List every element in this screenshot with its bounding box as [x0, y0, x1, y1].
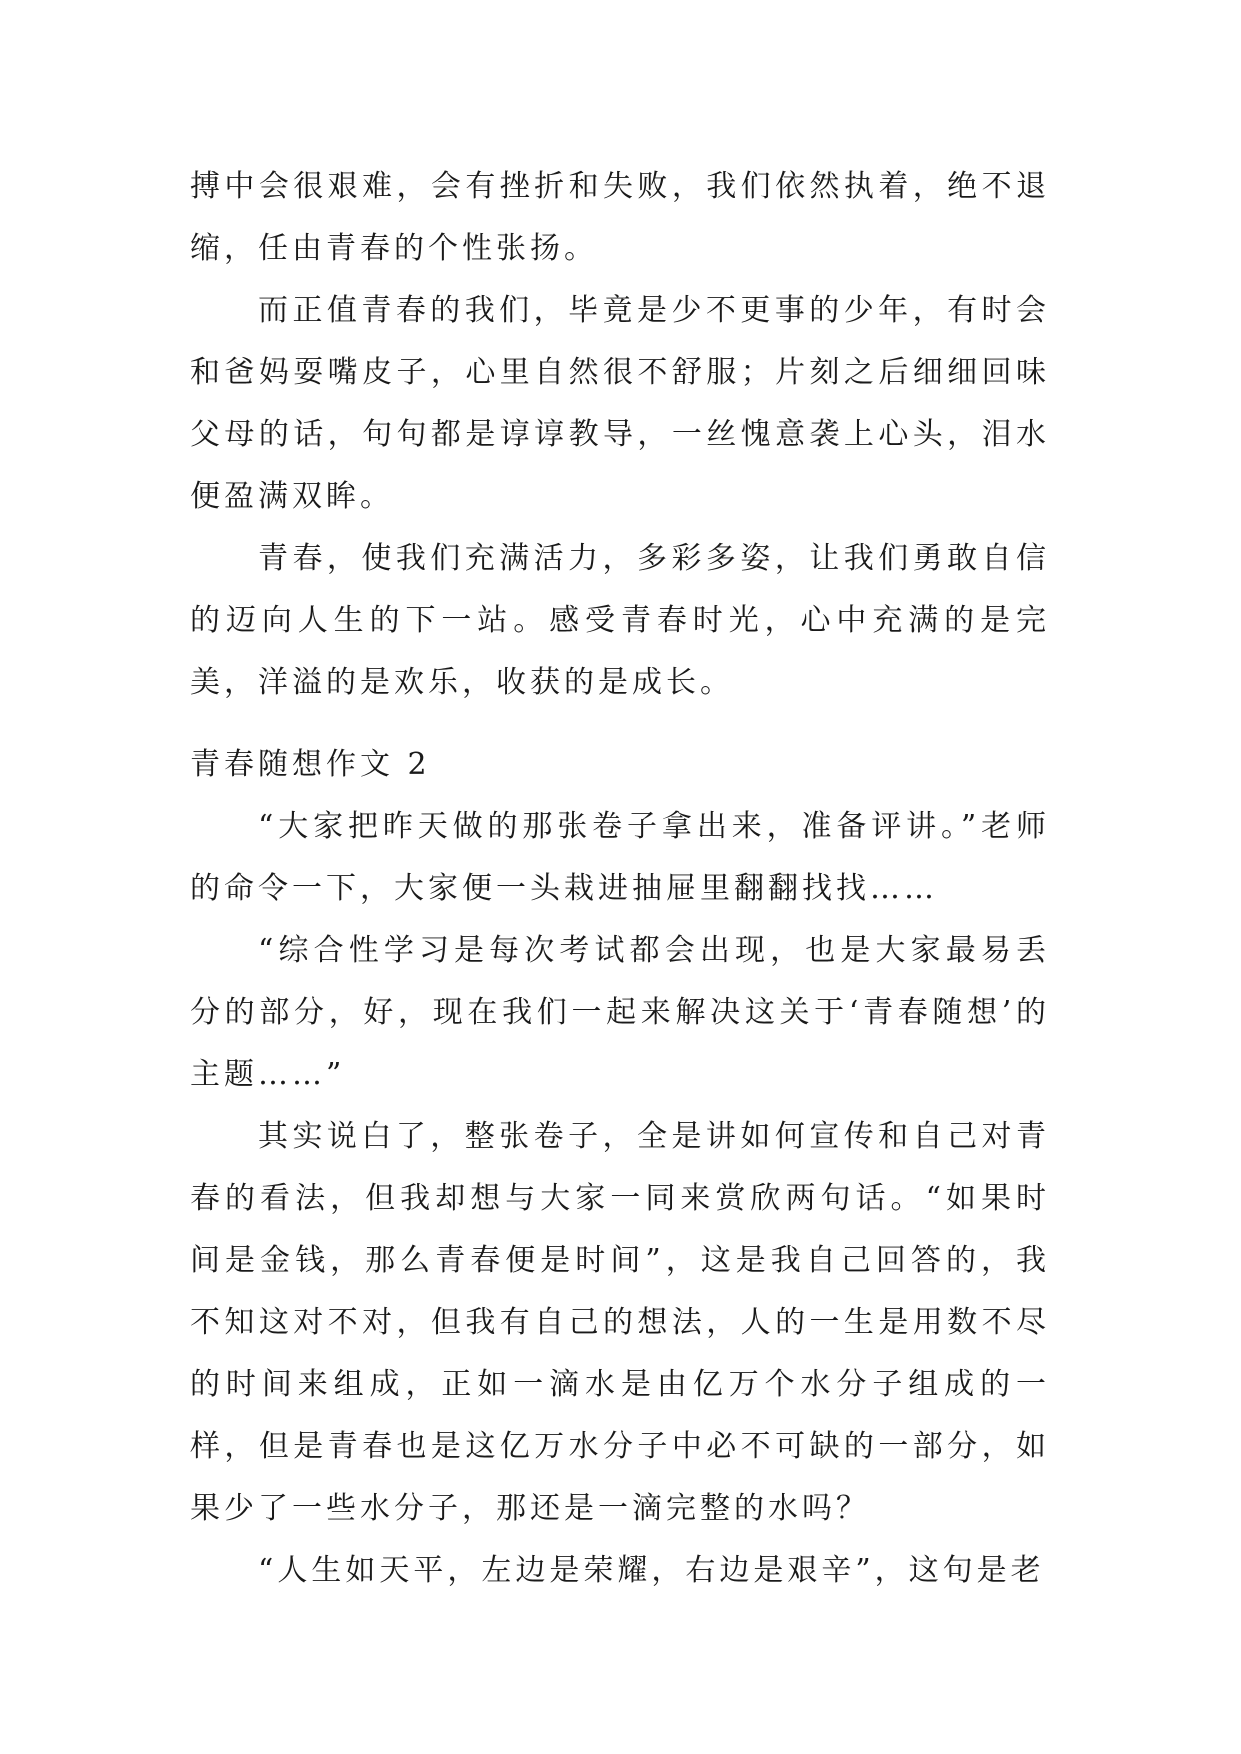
- section-2-body: [190, 734, 1050, 1602]
- paragraph: 其实说白了，整张卷子，全是讲如何宣传和自己对青春的看法，但我却想与大家一同来赏欣两句话。“如果时间是金钱，那么青春便是时间”，这是我自己回答的，我不知这对不对，但我有自己的想法，人的一生是用数不尽的时间来组成，正如一滴水是由亿万个水分子组成的一样，但是青春也是这亿万水分子中必不可缺的一部分，如果少了一些水分子，那还是一滴完整的水吗？: [190, 1119, 1050, 1526]
- paragraph: “人生如天平，左边是荣耀，右边是艰辛”，这句是老: [258, 1553, 1045, 1588]
- paragraph: 搏中会很艰难，会有挫折和失败，我们依然执着，绝不退缩，任由青春的个性张扬。: [190, 169, 1050, 266]
- paragraph: “大家把昨天做的那张卷子拿出来，准备评讲。”老师的命令一下，大家便一头栽进抽屉里翻翻找找……: [190, 809, 1050, 906]
- section-1-body: [190, 156, 1050, 714]
- paragraph: 而正值青春的我们，毕竟是少不更事的少年，有时会和爸妈耍嘴皮子，心里自然很不舒服；片刻之后细细回味父母的话，句句都是谆谆教导，一丝愧意袭上心头，泪水便盈满双眸。: [190, 293, 1050, 514]
- section-heading: 青春随想作文 2: [190, 747, 431, 782]
- paragraph: “综合性学习是每次考试都会出现，也是大家最易丢分的部分，好，现在我们一起来解决这关于‘青春随想’的主题……”: [190, 933, 1050, 1092]
- paragraph: 青春，使我们充满活力，多彩多姿，让我们勇敢自信的迈向人生的下一站。感受青春时光，心中充满的是完美，洋溢的是欢乐，收获的是成长。: [190, 541, 1050, 700]
